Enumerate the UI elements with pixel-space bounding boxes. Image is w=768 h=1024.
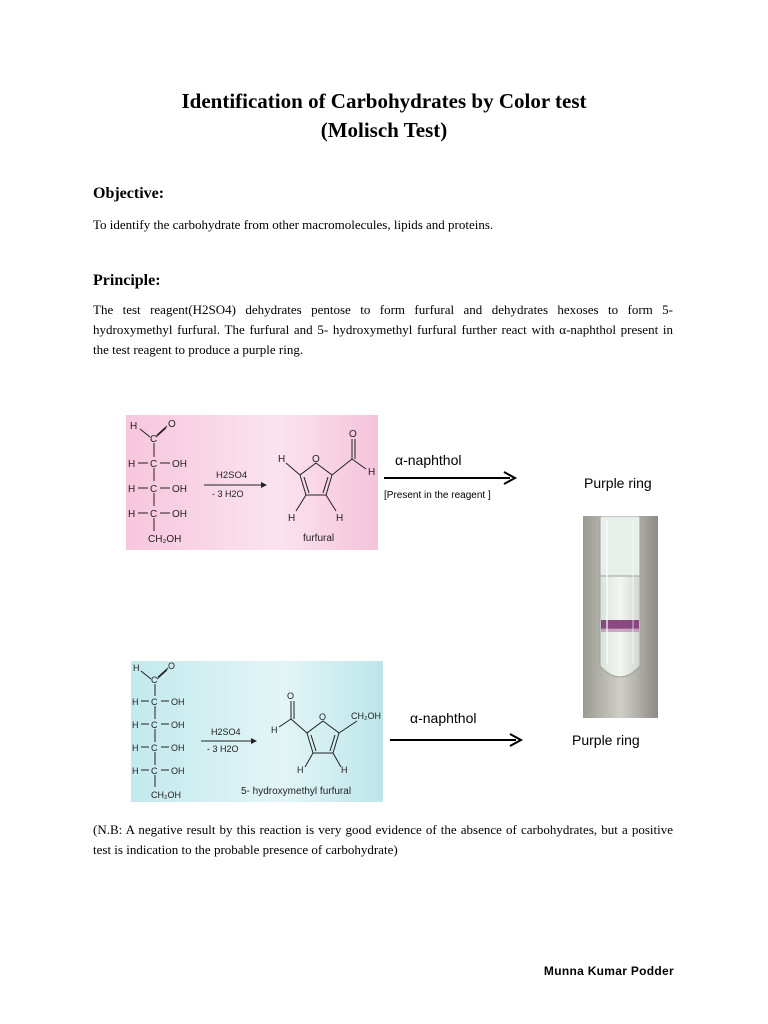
- svg-text:OH: OH: [171, 743, 185, 753]
- svg-text:O: O: [168, 419, 176, 430]
- footer-author: Munna Kumar Podder: [543, 964, 674, 978]
- svg-text:C: C: [151, 697, 158, 707]
- svg-text:OH: OH: [171, 720, 185, 730]
- svg-text:H: H: [297, 765, 304, 775]
- hexose-result-label: Purple ring: [572, 732, 640, 748]
- pentose-product-label: furfural: [303, 533, 335, 544]
- hexose-product-label: 5- hydroxymethyl furfural: [241, 786, 352, 797]
- svg-text:H: H: [133, 663, 140, 673]
- page-title: [0, 87, 768, 145]
- svg-text:C: C: [150, 434, 158, 445]
- svg-text:O: O: [287, 691, 295, 701]
- svg-text:OH: OH: [172, 484, 187, 495]
- svg-text:O: O: [312, 454, 320, 465]
- svg-text:OH: OH: [172, 459, 187, 470]
- svg-text:H: H: [130, 421, 138, 432]
- svg-text:H: H: [132, 720, 139, 730]
- svg-text:H: H: [368, 467, 376, 478]
- svg-text:C: C: [150, 509, 158, 520]
- principle-text: The test reagent(H2SO4) dehydrates pentose to form furfural and dehydrates hexoses to form 5- hydroxymethyl furfural. The furfural and 5- hydroxymethyl furfural further react with α-naphthol present in the test reagent to produce a purple ring.: [93, 302, 673, 357]
- pentose-water-loss: - 3 H2O: [212, 489, 244, 499]
- svg-text:O: O: [349, 429, 357, 440]
- hexose-water-loss: - 3 H2O: [207, 744, 239, 754]
- svg-text:C: C: [151, 720, 158, 730]
- svg-text:CH₂OH: CH₂OH: [351, 711, 381, 721]
- svg-text:O: O: [319, 712, 327, 722]
- principle-heading: Principle:: [93, 272, 161, 289]
- pentose-reagent-note: [Present in the reagent ]: [384, 490, 491, 501]
- svg-text:OH: OH: [172, 509, 187, 520]
- pentose-result-label: Purple ring: [584, 475, 652, 491]
- hexose-naphthol-label: α-naphthol: [410, 710, 477, 726]
- svg-text:H: H: [336, 513, 344, 524]
- svg-text:C: C: [151, 675, 158, 685]
- title-line-2: (Molisch Test): [320, 118, 448, 142]
- hexose-background: [131, 661, 383, 802]
- svg-text:OH: OH: [171, 766, 185, 776]
- svg-text:H: H: [132, 743, 139, 753]
- title-line-1: Identification of Carbohydrates by Color test: [181, 89, 587, 113]
- hexose-reagent: H2SO4: [211, 727, 241, 737]
- svg-text:CH₂OH: CH₂OH: [151, 790, 181, 800]
- svg-text:H: H: [128, 459, 136, 470]
- hexose-arrow: [390, 733, 525, 747]
- svg-text:H: H: [132, 697, 139, 707]
- svg-text:H: H: [288, 513, 296, 524]
- svg-text:OH: OH: [171, 697, 185, 707]
- pentose-reagent: H2SO4: [216, 470, 248, 481]
- svg-text:H: H: [128, 484, 136, 495]
- svg-text:O: O: [168, 661, 176, 671]
- svg-text:H: H: [271, 725, 278, 735]
- svg-text:H: H: [341, 765, 348, 775]
- pentose-arrow: [384, 471, 519, 485]
- svg-text:C: C: [150, 484, 158, 495]
- svg-text:C: C: [151, 766, 158, 776]
- objective-heading: Objective:: [93, 185, 165, 202]
- svg-text:C: C: [150, 459, 158, 470]
- hexose-reaction-figure: [131, 661, 383, 802]
- pentose-reaction-figure: [126, 415, 378, 550]
- pentose-naphthol-label: α-naphthol: [395, 452, 462, 468]
- test-tube-photo: [583, 516, 658, 718]
- pentose-background: [126, 415, 378, 550]
- svg-text:H: H: [128, 509, 136, 520]
- svg-text:H: H: [132, 766, 139, 776]
- svg-text:H: H: [278, 454, 286, 465]
- svg-text:C: C: [151, 743, 158, 753]
- objective-text: To identify the carbohydrate from other macromolecules, lipids and proteins.: [93, 217, 494, 232]
- note-text: (N.B: A negative result by this reaction is very good evidence of the absence of carbohydrates, but a positive test is indication to the probable presence of carbohydrate): [93, 822, 673, 857]
- svg-text:CH₂OH: CH₂OH: [148, 534, 182, 545]
